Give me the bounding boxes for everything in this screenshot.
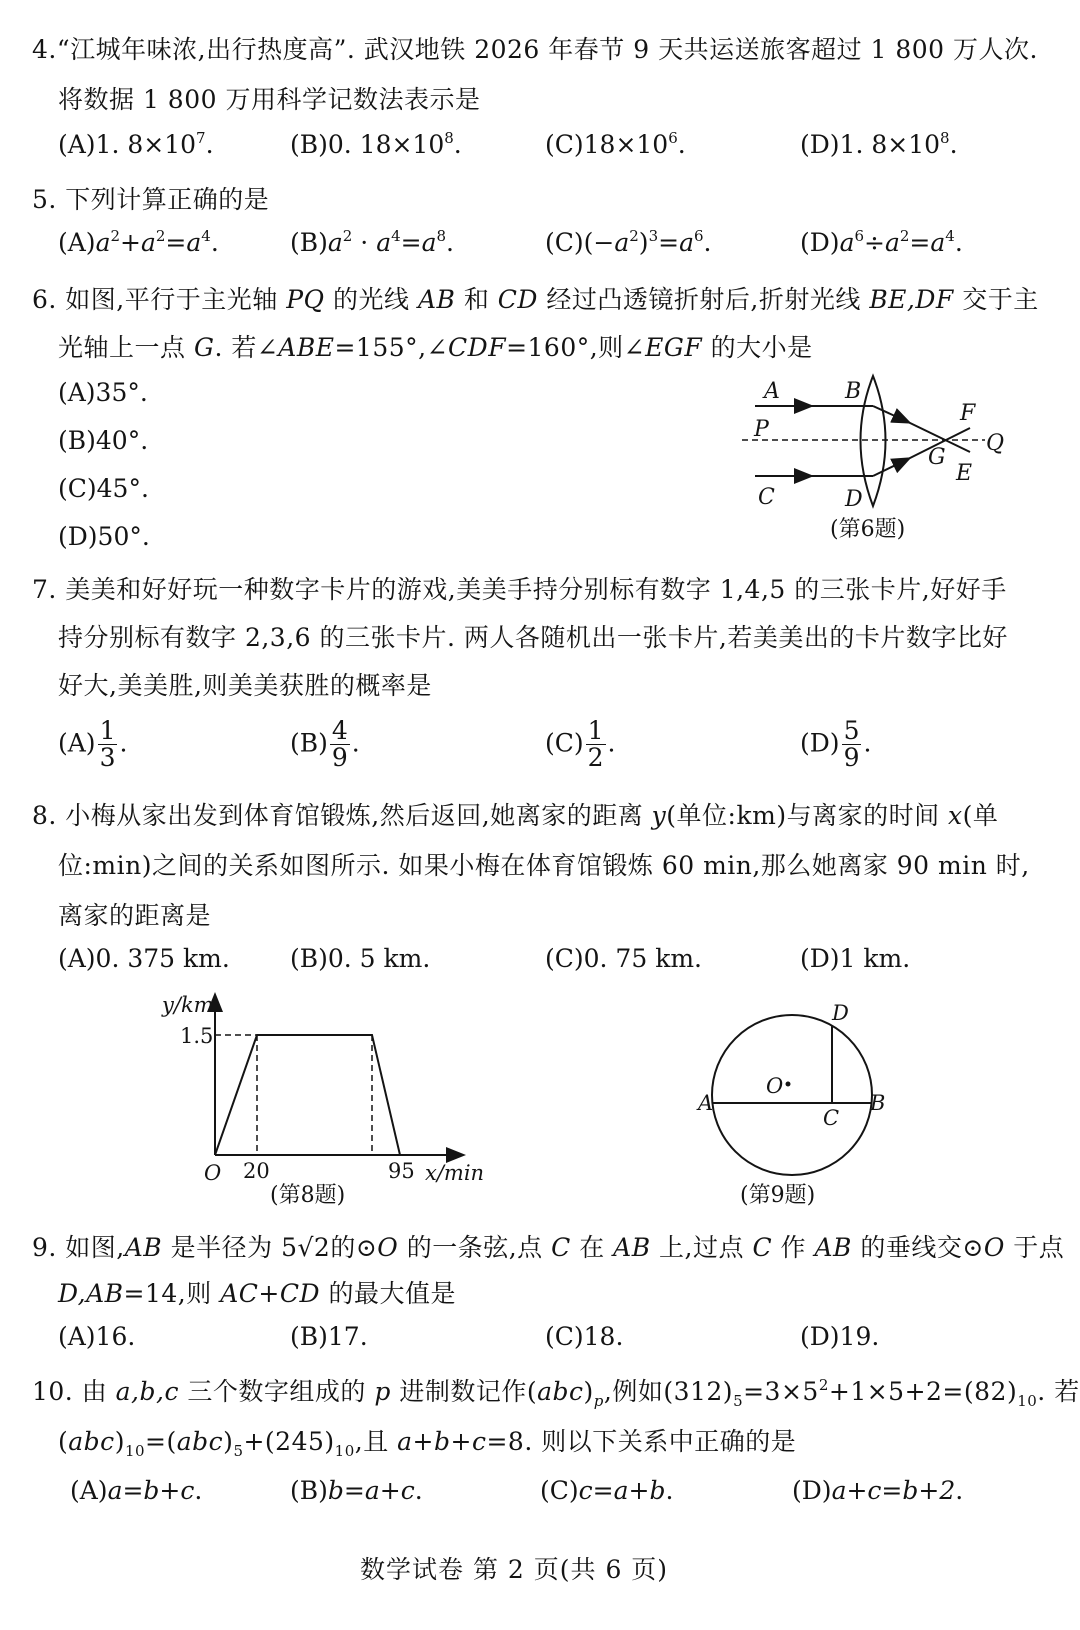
q5-option-d: $(D)a^6\div a^2=a^4$. bbox=[800, 227, 963, 257]
q8-distance-time-graph bbox=[150, 990, 500, 1215]
origin-label: O bbox=[204, 1161, 222, 1185]
q6-option-d: (D)50°. bbox=[58, 522, 150, 551]
center-point bbox=[786, 1082, 791, 1087]
label-b: B bbox=[845, 379, 862, 404]
q4-option-b: (B)0. $18\times 10^8$. bbox=[290, 129, 462, 159]
q10-option-d: (D)a+c=b+2. bbox=[792, 1476, 964, 1505]
q6-option-a: (A)35°. bbox=[58, 378, 148, 407]
q9-stem-line2: D,AB=14,则 AC+CD 的最大值是 bbox=[58, 1279, 456, 1308]
q6-stem-line1: 6. 如图,平行于主光轴 PQ 的光线 AB 和 CD 经过凸透镜折射后,折射光线 BE,DF 交于主 bbox=[32, 285, 1039, 314]
q6-option-b: (B)40°. bbox=[58, 426, 149, 455]
q8-stem-line3: 离家的距离是 bbox=[58, 901, 212, 930]
q4-stem-line2: 将数据 1 800 万用科学记数法表示是 bbox=[58, 85, 481, 114]
label-q: Q bbox=[986, 431, 1005, 456]
label-d: D bbox=[832, 1001, 849, 1025]
label-e: E bbox=[956, 461, 973, 486]
page-footer: 数学试卷 第 2 页(共 6 页) bbox=[360, 1555, 669, 1584]
q8-stem-line2: 位:min)之间的关系如图所示. 如果小梅在体育馆锻炼 60 min,那么她离家 90 min 时, bbox=[58, 851, 1030, 880]
q10-stem-line1: 10. 由 a,b,c 三个数字组成的 p 进制数记作$(abc)_p$,例如$(312)_5=3\times 5^2+1\times 5+2=(82)_{10}$. 若 bbox=[32, 1376, 1080, 1410]
q10-option-a: (A)a=b+c. bbox=[70, 1476, 203, 1505]
q6-stem-line2: 光轴上一点 G. 若∠ABE=155°,∠CDF=160°,则∠EGF 的大小是 bbox=[58, 333, 813, 362]
q6-lens-figure bbox=[730, 368, 1030, 548]
q4-option-a: (A)1. $8\times 10^7$. bbox=[58, 129, 214, 159]
q8-option-a: (A)0. 375 km. bbox=[58, 944, 230, 973]
q7-option-c: (C) $\frac{1}{2}$ . bbox=[545, 716, 616, 773]
q6-option-c: (C)45°. bbox=[58, 474, 149, 503]
q9-option-c: (C)18. bbox=[545, 1322, 624, 1351]
label-d: D bbox=[845, 487, 863, 512]
q4-option-c: $(C)18\times 10^6$. bbox=[545, 129, 686, 159]
q8-figure-caption: (第8题) bbox=[270, 1183, 346, 1208]
label-c: C bbox=[758, 485, 775, 510]
y-tick-label: 1.5 bbox=[180, 1024, 214, 1048]
q10-option-c: (C)c=a+b. bbox=[540, 1476, 674, 1505]
q4-option-d: (D)1. $8\times 10^8$. bbox=[800, 129, 958, 159]
q7-option-d: (D) $\frac{5}{9}$ . bbox=[800, 716, 872, 773]
q5-option-a: $(A)a^2+a^2=a^4$. bbox=[58, 227, 219, 257]
q8-option-b: (B)0. 5 km. bbox=[290, 944, 431, 973]
label-c: C bbox=[823, 1106, 840, 1130]
q7-stem-line1: 7. 美美和好好玩一种数字卡片的游戏,美美手持分别标有数字 1,4,5 的三张卡片,好好手 bbox=[32, 575, 1007, 604]
q7-stem-line2: 持分别标有数字 2,3,6 的三张卡片. 两人各随机出一张卡片,若美美出的卡片数字比好 bbox=[58, 623, 1008, 652]
q8-stem-line1: 8. 小梅从家出发到体育馆锻炼,然后返回,她离家的距离 y(单位:km)与离家的时间 x(单 bbox=[32, 801, 999, 830]
x-tick-label-95: 95 bbox=[388, 1159, 415, 1183]
label-f: F bbox=[960, 401, 976, 426]
label-o: O bbox=[766, 1074, 784, 1098]
q7-option-b: (B) $\frac{4}{9}$ . bbox=[290, 716, 360, 773]
q8-option-d: (D)1 km. bbox=[800, 944, 911, 973]
x-axis-label: x/min bbox=[425, 1161, 485, 1185]
q10-stem-line2: $(abc)_{10}=(abc)_5+(245)_{10}$,且 a+b+c=8. 则以下关系中正确的是 bbox=[58, 1427, 797, 1460]
label-b: B bbox=[870, 1091, 886, 1115]
q10-option-b: (B)b=a+c. bbox=[290, 1476, 423, 1505]
q5-stem: 5. 下列计算正确的是 bbox=[32, 185, 270, 214]
q7-option-a: (A) $\frac{1}{3}$ . bbox=[58, 716, 128, 773]
q9-option-d: (D)19. bbox=[800, 1322, 880, 1351]
ray-be-arrow bbox=[873, 406, 908, 422]
circle-o bbox=[712, 1015, 872, 1175]
q5-option-c: $(C)(-a^2)^3=a^6$. bbox=[545, 227, 712, 257]
label-g: G bbox=[928, 445, 946, 470]
q7-stem-line3: 好大,美美胜,则美美获胜的概率是 bbox=[58, 671, 432, 700]
q8-option-c: (C)0. 75 km. bbox=[545, 944, 702, 973]
q6-figure-caption: (第6题) bbox=[830, 517, 906, 542]
convex-lens bbox=[861, 376, 886, 506]
q9-circle-figure bbox=[690, 998, 910, 1213]
y-axis-label: y/km bbox=[162, 993, 214, 1017]
label-a: A bbox=[764, 379, 780, 404]
q4-stem-line1: 4.“江城年味浓,出行热度高”. 武汉地铁 2026 年春节 9 天共运送旅客超过 1 800 万人次. bbox=[32, 35, 1038, 64]
label-a: A bbox=[698, 1091, 714, 1115]
ray-df-arrow bbox=[873, 459, 908, 476]
q9-option-a: (A)16. bbox=[58, 1322, 136, 1351]
q9-stem-line1: 9. 如图,AB 是半径为 5√2的⊙O 的一条弦,点 C 在 AB 上,过点 C 作 AB 的垂线交⊙O 于点 bbox=[32, 1233, 1065, 1262]
q5-option-b: $(B)a^2 \cdot a^4=a^8$. bbox=[290, 227, 454, 257]
label-p: P bbox=[754, 417, 769, 442]
q9-option-b: (B)17. bbox=[290, 1322, 368, 1351]
x-tick-label-20: 20 bbox=[243, 1159, 270, 1183]
q9-figure-caption: (第9题) bbox=[740, 1183, 816, 1208]
